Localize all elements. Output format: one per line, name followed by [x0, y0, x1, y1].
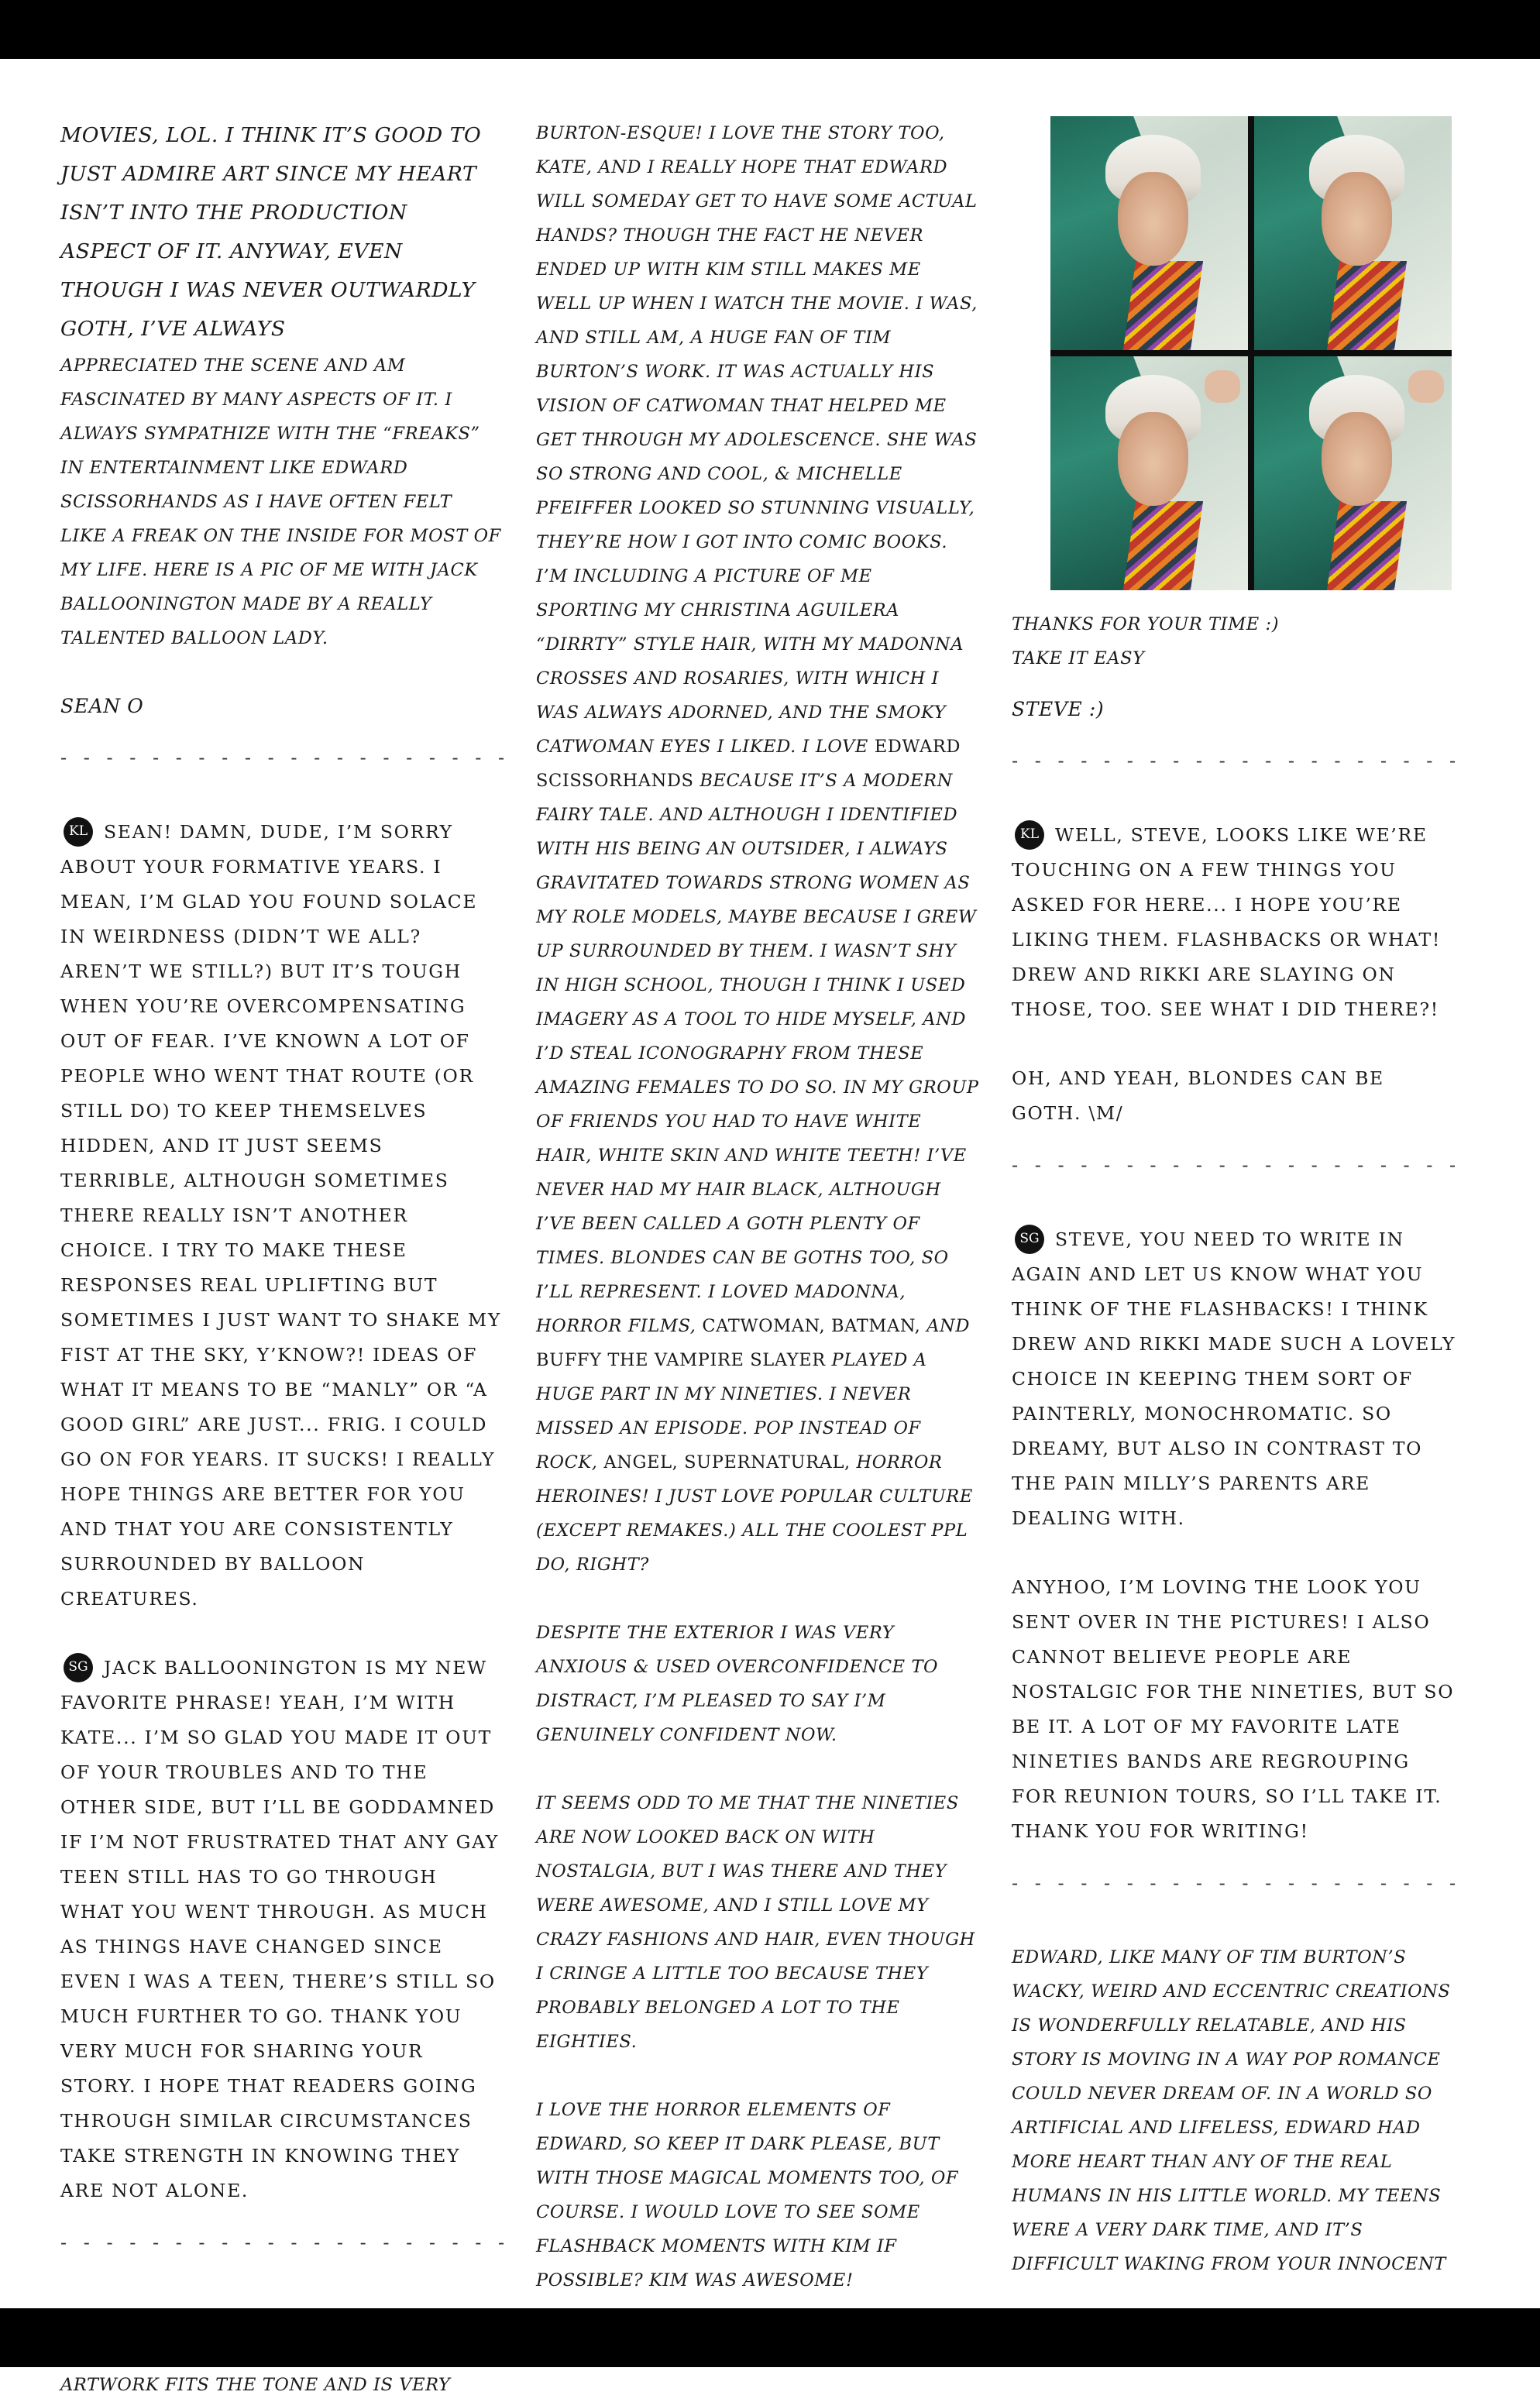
sg-badge-icon: SG: [1015, 1225, 1044, 1254]
title-catwoman: CATWOMAN,: [702, 1316, 826, 1336]
next-letter-text: ARTWORK FITS THE TONE AND IS VERY: [60, 2375, 451, 2395]
divider: - - - - - - - - - - - - - - - - - - - -: [1012, 1154, 1462, 1176]
column-3: [1012, 116, 1461, 2281]
kl-reply-text: SEAN! DAMN, DUDE, I’M SORRY ABOUT YOUR FORMATIVE YEARS. I MEAN, I’M GLAD YOU FOUND SOLACE IN WEIRDNESS (DIDN’T WE ALL? AREN’T WE STILL?) BUT IT’S TOUGH WHEN YOU’RE OVERCOMPENSATING OUT OF FEAR. I’VE KNOWN A LOT OF PEOPLE WHO WENT THAT ROUTE (OR STILL DO) TO KEEP THEMSELVES HIDDEN, AND IT JUST SEEMS TERRIBLE, ALTHOUGH SOMETIMES THERE REALLY ISN’T ANOTHER CHOICE. I TRY TO MAKE THESE RESPONSES REAL UPLIFTING BUT SOMETIMES I JUST WANT TO SHAKE MY FIST AT THE SKY, Y’KNOW?! IDEAS OF WHAT IT MEANS TO BE “MANLY” OR “A GOOD GIRL” ARE JUST... FRIG. I COULD GO ON FOR YEARS. IT SUCKS! I REALLY HOPE THINGS ARE BETTER FOR YOU AND THAT YOU ARE CONSISTENTLY SURROUNDED BY BALLOON CREATURES.: [60, 821, 502, 1610]
letter-paragraph: DESPITE THE EXTERIOR I WAS VERY ANXIOUS & USED OVERCONFIDENCE TO DISTRACT, I’M PLEASED TO SAY I’M GENUINELY CONFIDENT NOW.: [536, 1623, 939, 1745]
sg-badge-icon: SG: [64, 1653, 93, 1682]
kl-reply-text: WELL, STEVE, LOOKS LIKE WE’RE TOUCHING ON A FEW THINGS YOU ASKED FOR HERE... I HOPE YOU’RE LIKING THEM. FLASHBACKS OR WHAT! DREW AND RIKKI ARE SLAYING ON THOSE, TOO. SEE WHAT I DID THERE?!: [1012, 824, 1441, 1020]
letter-signature: STEVE :): [1012, 698, 1105, 720]
letter-signature: SEAN O: [60, 695, 144, 717]
title-buffy: BUFFY THE VAMPIRE SLAYER: [536, 1350, 826, 1370]
next-letter-text: EDWARD, LIKE MANY OF TIM BURTON’S WACKY, WEIRD AND ECCENTRIC CREATIONS IS WONDERFULLY RELATABLE, AND HIS STORY IS MOVING IN A WAY POP ROMANCE COULD NEVER DREAM OF. IN A WORLD SO ARTIFICIAL AND LIFELESS, EDWARD HAD MORE HEART THAN ANY OF THE REAL HUMANS IN HIS LITTLE WORLD. MY TEENS WERE A VERY DARK TIME, AND IT’S DIFFICULT WAKING FROM YOUR INNOCENT: [1012, 1947, 1451, 2274]
title-batman: BATMAN,: [830, 1316, 921, 1336]
divider: - - - - - - - - - - - - - - - - - - - -: [1012, 1872, 1462, 1894]
kl-badge-icon: KL: [1015, 820, 1044, 850]
sg-reply: [60, 1651, 504, 2208]
letter-continued-text: [536, 116, 979, 1582]
kl-reply: [1012, 818, 1461, 1027]
letter-segment: HORROR HEROINES! I JUST LOVE POPULAR CULTURE (EXCEPT REMAKES.) ALL THE COOLEST PPL DO, RIGHT?: [536, 1452, 973, 1575]
kl-reply: [60, 815, 504, 1617]
letter-segment: BECAUSE IT’S A MODERN FAIRY TALE. AND ALTHOUGH I IDENTIFIED WITH HIS BEING AN OUTSIDER, I ALWAYS GRAVITATED TOWARDS STRONG WOMEN AS MY ROLE MODELS, MAYBE BECAUSE I GREW UP SURROUNDED BY THEM. I WASN’T SHY IN HIGH SCHOOL, THOUGH I THINK I USED IMAGERY AS A TOOL TO HIDE MYSELF, AND I’D STEAL ICONOGRAPHY FROM THESE AMAZING FEMALES TO DO SO. IN MY GROUP OF FRIENDS YOU HAD TO HAVE WHITE HAIR, WHITE SKIN AND WHITE TEETH! I’VE NEVER HAD MY HAIR BLACK, ALTHOUGH I’VE BEEN CALLED A GOTH PLENTY OF TIMES. BLONDES CAN BE GOTHS TOO, SO I’LL REPRESENT. I LOVED MADONNA, HORROR FILMS,: [536, 771, 979, 1336]
letter-body-text: APPRECIATED THE SCENE AND AM FASCINATED BY MANY ASPECTS OF IT. I ALWAYS SYMPATHIZE WITH THE “FREAKS” IN ENTERTAINMENT LIKE EDWARD SCISSORHANDS AS I HAVE OFTEN FELT LIKE A FREAK ON THE INSIDE FOR MOST OF MY LIFE. HERE IS A PIC OF ME WITH JACK BALLOONINGTON MADE BY A REALLY TALENTED BALLOON LADY.: [60, 356, 501, 648]
divider: - - - - - - - - - - - - - - - - - - - -: [1012, 750, 1462, 771]
sg-reply-text: STEVE, YOU NEED TO WRITE IN AGAIN AND LET US KNOW WHAT YOU THINK OF THE FLASHBACKS! I THINK DREW AND RIKKI MADE SUCH A LOVELY CHOICE IN KEEPING THEM SORT OF PAINTERLY, MONOCHROMATIC. SO DREAMY, BUT ALSO IN CONTRAST TO THE PAIN MILLY’S PARENTS ARE DEALING WITH.: [1012, 1228, 1456, 1529]
sg-reply-text-2: ANYHOO, I’M LOVING THE LOOK YOU SENT OVER IN THE PICTURES! I ALSO CANNOT BELIEVE PEOPLE ARE NOSTALGIC FOR THE NINETIES, BUT SO BE IT. A LOT OF MY FAVORITE LATE NINETIES BANDS ARE REGROUPING FOR REUNION TOURS, SO I’LL TAKE IT. THANK YOU FOR WRITING!: [1012, 1576, 1455, 1842]
letter-closing: TAKE IT EASY: [1012, 648, 1145, 668]
letter-segment: AND: [920, 1316, 970, 1336]
letter-paragraph: I LOVE THE HORROR ELEMENTS OF EDWARD, SO KEEP IT DARK PLEASE, BUT WITH THOSE MAGICAL MOMENTS TOO, OF COURSE. I WOULD LOVE TO SEE SOME FLASHBACK MOMENTS WITH KIM IF POSSIBLE? KIM WAS AWESOME!: [536, 2100, 959, 2290]
photo-panel: [1254, 356, 1452, 590]
letter-paragraph: IT SEEMS ODD TO ME THAT THE NINETIES ARE NOW LOOKED BACK ON WITH NOSTALGIA, BUT I WAS THERE AND THEY WERE AWESOME, AND I STILL LOVE MY CRAZY FASHIONS AND HAIR, EVEN THOUGH I CRINGE A LITTLE TOO BECAUSE THEY PROBABLY BELONGED A LOT TO THE EIGHTIES.: [536, 1793, 975, 2052]
bottom-black-bar: [0, 2308, 1540, 2367]
letter-segment: PLAYED A HUGE PART IN MY NINETIES. I NEVER MISSED AN EPISODE. POP INSTEAD OF ROCK,: [536, 1350, 927, 1472]
kl-badge-icon: KL: [64, 817, 93, 847]
column-2: [536, 116, 979, 2297]
letter-closing: THANKS FOR YOUR TIME :): [1012, 614, 1280, 634]
kl-reply-text-2: OH, AND YEAH, BLONDES CAN BE GOTH. \M/: [1012, 1067, 1384, 1124]
letter-lead-text: MOVIES, LOL. I THINK IT’S GOOD TO JUST ADMIRE ART SINCE MY HEART ISN’T INTO THE PRODUCTION ASPECT OF IT. ANYWAY, EVEN THOUGH I WAS NEVER OUTWARDLY GOTH, I’VE ALWAYS: [60, 123, 482, 341]
photo-panel: [1050, 116, 1248, 350]
movie-title: EDWARD SCISSORHANDS: [536, 737, 961, 791]
top-black-bar: [0, 0, 1540, 59]
photo-panel: [1050, 356, 1248, 590]
photo-panel: [1254, 116, 1452, 350]
sg-reply-text: JACK BALLOONINGTON IS MY NEW FAVORITE PHRASE! YEAH, I’M WITH KATE... I’M SO GLAD YOU MADE IT OUT OF YOUR TROUBLES AND TO THE OTHER SIDE, BUT I’LL BE GODDAMNED IF I’M NOT FRUSTRATED THAT ANY GAY TEEN STILL HAS TO GO THROUGH WHAT YOU WENT THROUGH. AS MUCH AS THINGS HAVE CHANGED SINCE EVEN I WAS A TEEN, THERE’S STILL SO MUCH FURTHER TO GO. THANK YOU VERY MUCH FOR SHARING YOUR STORY. I HOPE THAT READERS GOING THROUGH SIMILAR CIRCUMSTANCES TAKE STRENGTH IN KNOWING THEY ARE NOT ALONE.: [60, 1657, 500, 2201]
reader-photo-grid: [1050, 116, 1452, 590]
sg-reply: [1012, 1222, 1461, 1536]
title-angel: ANGEL,: [603, 1452, 679, 1472]
divider: - - - - - - - - - - - - - - - - - - - -: [60, 747, 510, 768]
letter-segment: BURTON-ESQUE! I LOVE THE STORY TOO, KATE, AND I REALLY HOPE THAT EDWARD WILL SOMEDAY GET TO HAVE SOME ACTUAL HANDS? THOUGH THE FACT HE NEVER ENDED UP WITH KIM STILL MAKES ME WELL UP WHEN I WATCH THE MOVIE. I WAS, AND STILL AM, A HUGE FAN OF TIM BURTON’S WORK. IT WAS ACTUALLY HIS VISION OF CATWOMAN THAT HELPED ME GET THROUGH MY ADOLESCENCE. SHE WAS SO STRONG AND COOL, & MICHELLE PFEIFFER LOOKED SO STUNNING VISUALLY, THEY’RE HOW I GOT INTO COMIC BOOKS. I’M INCLUDING A PICTURE OF ME SPORTING MY CHRISTINA AGUILERA “DIRRTY” STYLE HAIR, WITH MY MADONNA CROSSES AND ROSARIES, WITH WHICH I WAS ALWAYS ADORNED, AND THE SMOKY CATWOMAN EYES I LIKED. I LOVE: [536, 123, 978, 757]
divider: - - - - - - - - - - - - - - - - - - - -: [60, 2232, 510, 2253]
title-supernatural: SUPERNATURAL,: [684, 1452, 851, 1472]
column-1: [60, 116, 510, 2402]
